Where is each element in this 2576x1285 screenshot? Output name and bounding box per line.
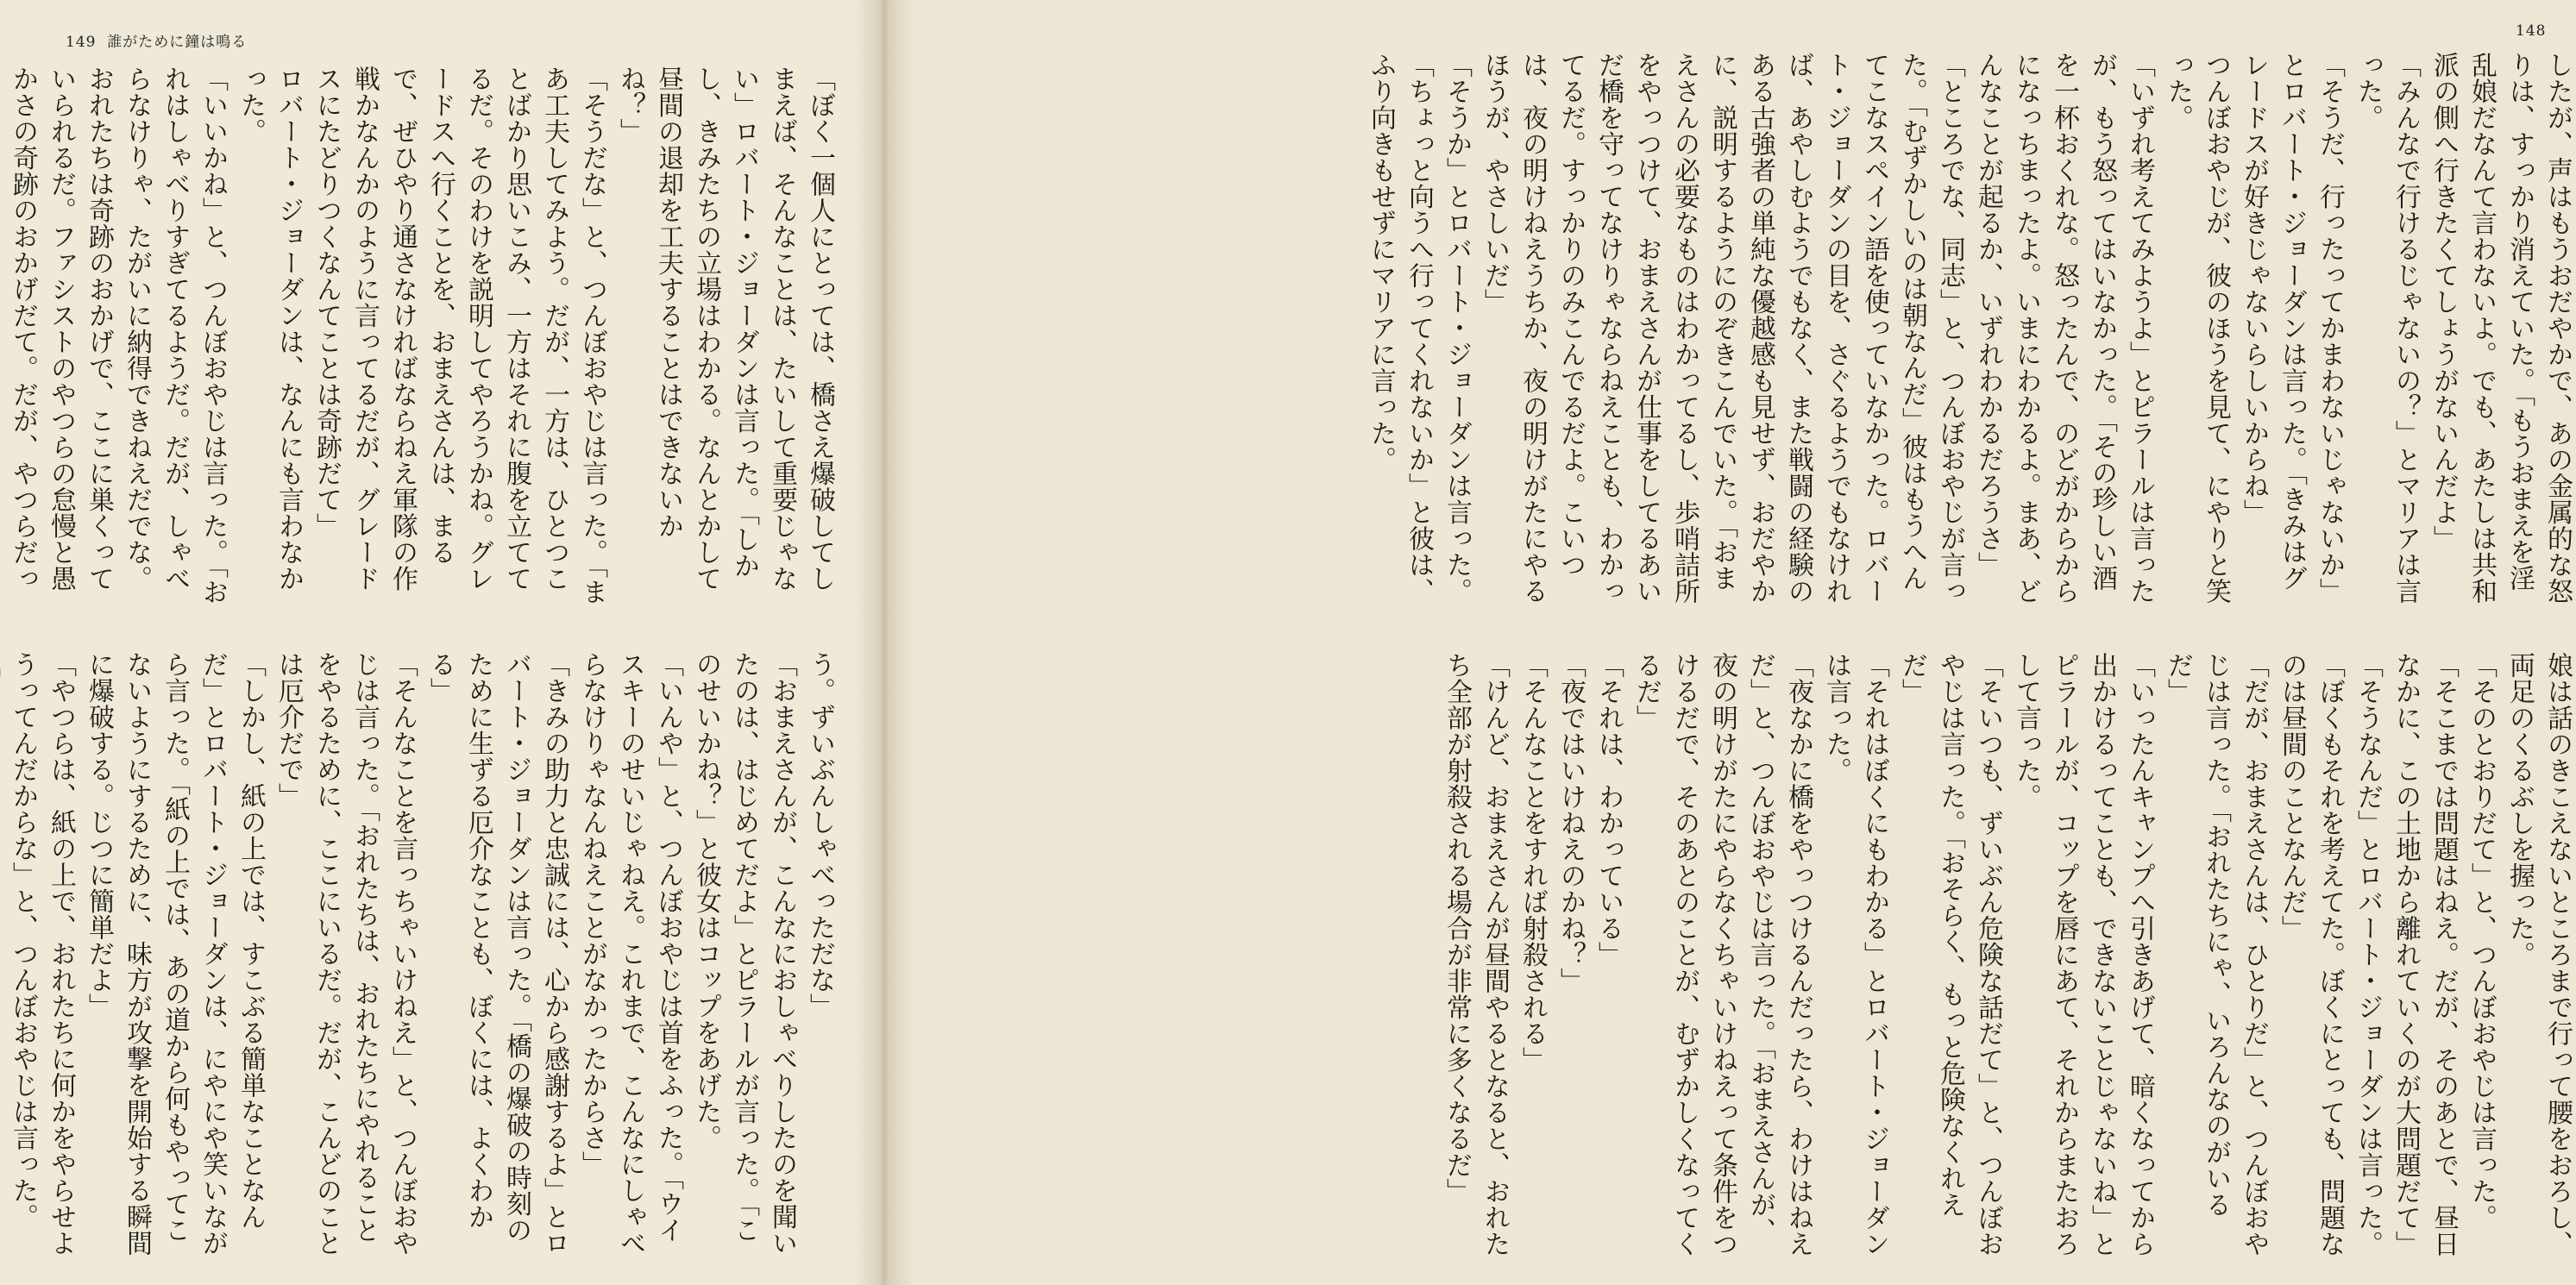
- right-page-number: 148: [2516, 22, 2547, 40]
- left-page: [0, 0, 880, 1285]
- right-upper-text-block: したが、声はもうおだやかで、あの金属的な怒りは、すっかり消えていた。「もうおまえを淫乱娘だなんて言わないよ。でも、あたしは共和派の側へ行きたくてしょうがないんだよ」 「みんなで行けるじゃないの？」とマリアは言った。 「そうだ、行ったってかまわないじゃないか」とロバート・ジョーダンは言った。「きみはグレードスが好きじゃないらしいからね」 つんぼおやじが、彼のほうを見て、にやりと笑った。 「いずれ考えてみようよ」とピラールは言ったが、もう怒ってはいなかった。「その珍しい酒を一杯おくれな。怒ったんで、のどがからからになっちまったよ。いまにわかるよ。まあ、どんなことが起るか、いずれわかるだろうさ」 「ところでな、同志」と、つんぼおやじが言った。「むずかしいのは朝なんだ」彼はもうへんてこなスペイン語を使っていなかった。ロバート・ジョーダンの目を、さぐるようでもなければ、あやしむようでもなく、また戦闘の経験のある古強者の単純な優越感も見せず、おだやかに、説明するようにのぞきこんでいた。「おまえさんの必要なものはわかってるし、歩哨詰所をやっつけて、おまえさんが仕事をしてるあいだ橋を守ってなけりゃならねえことも、わかってるだ。すっかりのみこんでるだよ。こいつは、夜の明けねえうちか、夜の明けがたにやるほうが、やさしいだ」 「そうか」とロバート・ジョーダンは言った。「ちょっと向うへ行ってくれないか」と彼は、ふり向きもせずにマリアに言った。: [1366, 52, 2573, 605]
- book-gutter: [854, 0, 914, 1285]
- left-running-header: [66, 29, 247, 51]
- left-upper-text-block: 「ぼく一個人にとっては、橋さえ爆破してしまえば、そんなことは、たいして重要じゃない」ロバート・ジョーダンは言った。「しかし、きみたちの立場はわかる。なんとかして昼間の退却を工夫することはできないかね？」 「そうだな」と、つんぼおやじは言った。「まあ工夫してみよう。だが、一方は、ひとつことばかり思いこみ、一方はそれに腹を立ててるだ。そのわけを説明してやろうかね。グレードスへ行くことを、おまえさんは、まるで、ぜひやり通さなければならねえ軍隊の作戦かなんかのように言ってるだが、グレードスにたどりつくなんてことは奇跡だて」 ロバート・ジョーダンは、なんにも言わなかった。 「いいかね」と、つんぼおやじは言った。「おれはしゃべりすぎてるようだ。だが、しゃべらなけりゃ、たがいに納得できねえだでな。おれたちは奇跡のおかげで、ここに巣くっていられるだ。ファシストのやつらの怠慢と愚かさの奇跡のおかげだて。だが、やつらだっ: [8, 66, 835, 605]
- book-title: 誰がために鐘は鳴る: [107, 34, 248, 51]
- left-lower-text-block: う。ずいぶんしゃべっただな」 「おまえさんが、こんなにおしゃべりしたのを聞いたのは、はじめてだよ」とピラールが言った。「このせいかね？」と彼女はコップをあげた。 「いんや」と、つんぼおやじは首をふった。「ウイスキーのせいじゃねえ。これまで、こんなにしゃべらなけりゃなんねえことがなかったからさ」 「きみの助力と忠誠には、心から感謝するよ」とロバート・ジョーダンは言った。「橋の爆破の時刻のために生ずる厄介なことも、ぼくには、よくわかる」 「そんなことを言っちゃいけねえ」と、つんぼおやじは言った。「おれたちは、おれたちにやれることをやるために、ここにいるだ。だが、こんどのことは厄介だで」 「しかし、紙の上では、すこぶる簡単なことなんだ」とロバート・ジョーダンは、にやにや笑いながら言った。「紙の上では、あの道から何もやってこないようにするために、味方が攻撃を開始する瞬間に爆破する。じつに簡単だよ」 「やつらは、紙の上で、おれたちに何かをやらせようってんだからな」と、つんぼおやじは言った。: [8, 651, 835, 1257]
- right-page: [887, 0, 2573, 1285]
- right-lower-text-block: 娘は話のきこえないところまで行って腰をおろし、両足のくるぶしを握った。 「そのとおりだて」と、つんぼおやじは言った。「そこまでは問題はねえ。だが、そのあとで、昼日なかに、この土地から離れていくのが大問題だて」 「そうなんだ」とロバート・ジョーダンは言った。「ぼくもそれを考えてた。ぼくにとっても、問題なのは昼間のことなんだ」 「だが、おまえさんは、ひとりだ」と、つんぼおやじは言った。「おれたちにゃ、いろんなのがいるだ」 「いったんキャンプへ引きあげて、暗くなってから出かけるってことも、できないことじゃないね」とピラールが、コップを唇にあて、それからまたおろして言った。 「そいつも、ずいぶん危険な話だて」と、つんぼおやじは言った。「おそらく、もっと危険なくれえだ」 「それはぼくにもわかる」とロバート・ジョーダンは言った。 「夜なかに橋をやっつけるんだったら、わけはねえだ」と、つんぼおやじは言った。「おまえさんが、夜の明けがたにやらなくちゃいけねえって条件をつけるだで、そのあとのことが、むずかしくなってくるだ」 「それは、わかっている」 「夜ではいけねえのかね？」 「そんなことをすれば射殺される」 「けんど、おまえさんが昼間やるとなると、おれたち全部が射殺される場合が非常に多くなるだ」: [1442, 652, 2573, 1257]
- left-page-number: 149: [66, 34, 97, 51]
